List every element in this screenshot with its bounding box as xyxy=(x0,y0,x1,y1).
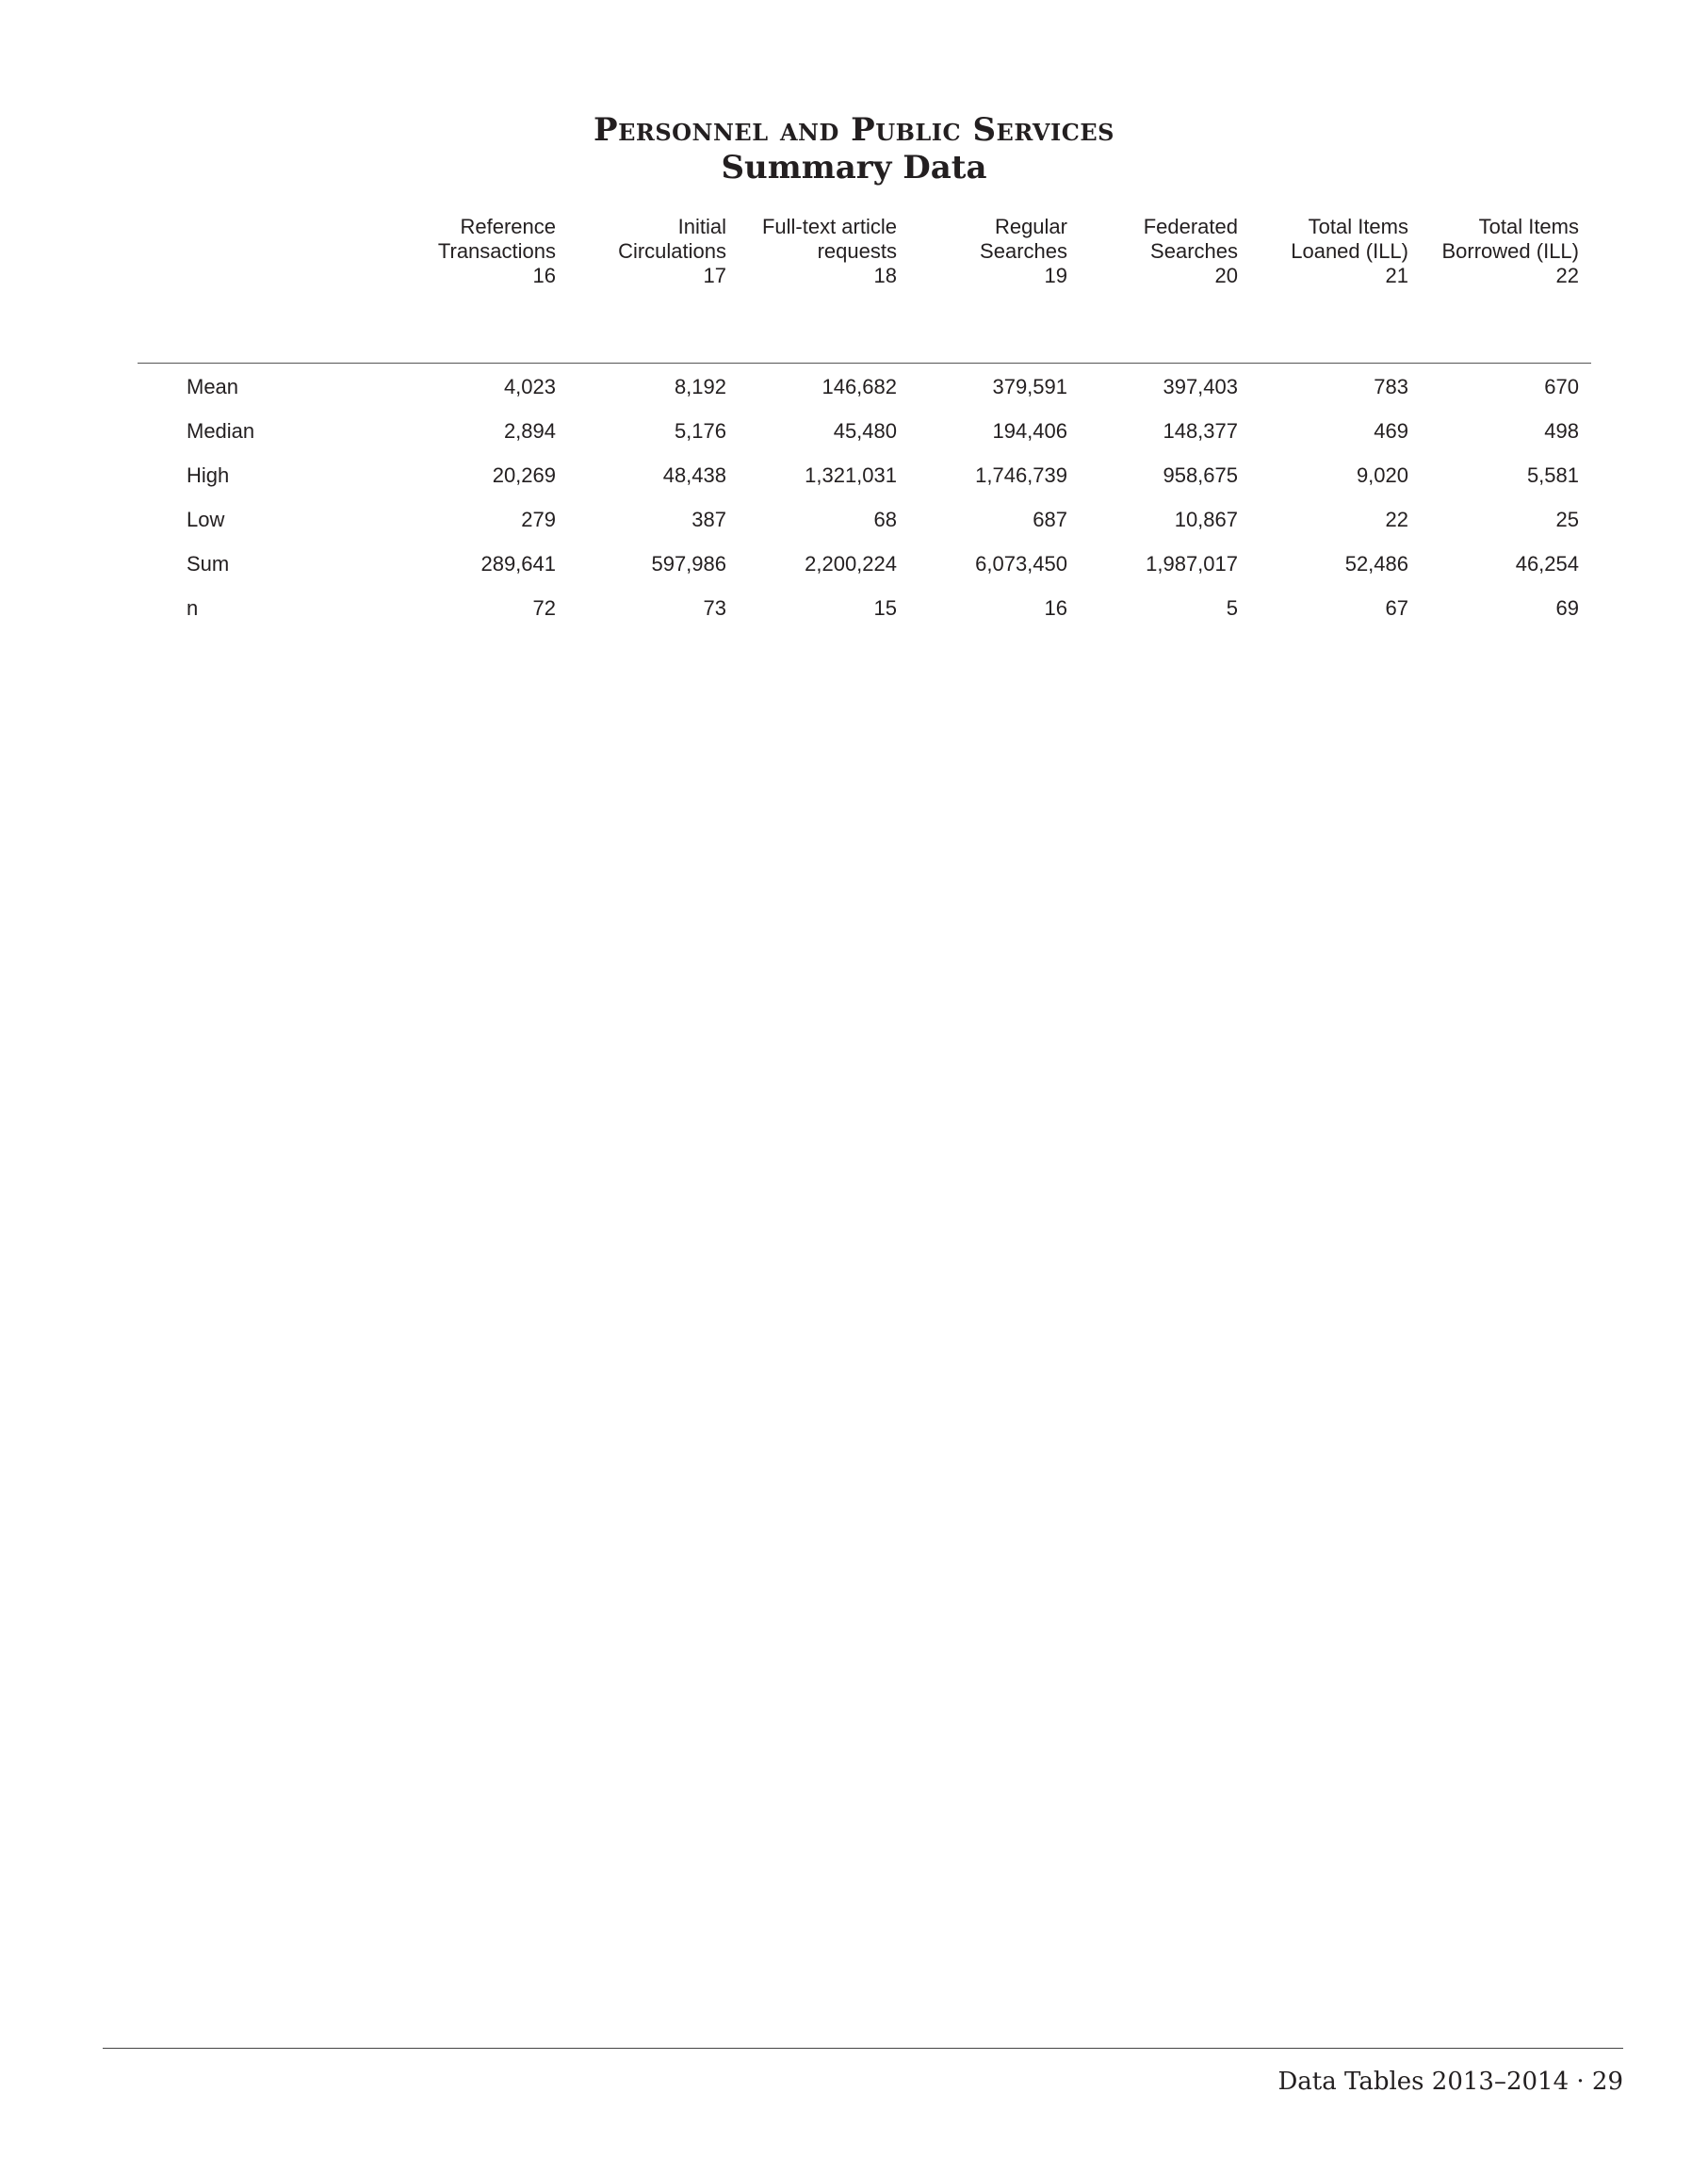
column-header-line: Full-text article xyxy=(761,215,897,238)
row-label: Sum xyxy=(187,552,230,576)
table-cell: 597,986 xyxy=(651,552,726,576)
table-cell: 379,591 xyxy=(992,375,1067,398)
column-header-line: Searches xyxy=(980,239,1067,263)
title-line-1: Personnel and Public Services xyxy=(594,111,1114,149)
row-label: High xyxy=(187,463,230,487)
table-cell: 4,023 xyxy=(503,375,556,398)
table-cell: 1,987,017 xyxy=(1146,552,1238,576)
table-cell: 16 xyxy=(1044,596,1067,620)
table-cell: 783 xyxy=(1374,375,1408,398)
table-cell: 670 xyxy=(1544,375,1579,398)
table-cell: 958,675 xyxy=(1163,463,1238,487)
column-header-fulltext-requests xyxy=(762,215,897,288)
row-label: n xyxy=(187,596,199,620)
table-cell: 498 xyxy=(1544,419,1579,443)
column-number: 17 xyxy=(703,264,726,287)
table-cell: 46,254 xyxy=(1515,552,1579,576)
table-cell: 2,200,224 xyxy=(805,552,897,576)
column-header-line: Total Items xyxy=(1478,215,1579,238)
table-cell: 22 xyxy=(1385,508,1408,531)
column-number: 22 xyxy=(1555,264,1579,287)
column-header-line: Reference xyxy=(460,215,556,238)
column-header-total-loaned xyxy=(1291,215,1408,288)
column-header-federated-searches xyxy=(1144,215,1238,288)
table-cell: 687 xyxy=(1033,508,1067,531)
column-header-line: Transactions xyxy=(437,239,556,263)
table-cell: 69 xyxy=(1555,596,1579,620)
table-cell: 48,438 xyxy=(662,463,726,487)
table-cell: 279 xyxy=(521,508,556,531)
table-cell: 194,406 xyxy=(992,419,1067,443)
table-cell: 6,073,450 xyxy=(975,552,1067,576)
table-cell: 469 xyxy=(1374,419,1408,443)
table-cell: 1,746,739 xyxy=(975,463,1067,487)
table-cell: 5 xyxy=(1226,596,1238,620)
table-cell: 25 xyxy=(1555,508,1579,531)
column-header-regular-searches xyxy=(980,215,1067,288)
table-cell: 73 xyxy=(703,596,726,620)
row-label: Median xyxy=(187,419,255,443)
column-header-total-borrowed xyxy=(1441,215,1579,288)
table-cell: 45,480 xyxy=(833,419,897,443)
column-number: 19 xyxy=(1044,264,1067,287)
column-header-line: Borrowed (ILL) xyxy=(1441,239,1579,263)
table-cell: 1,321,031 xyxy=(805,463,897,487)
column-header-line: Regular xyxy=(994,215,1067,238)
table-cell: 10,867 xyxy=(1174,508,1238,531)
table-cell: 148,377 xyxy=(1163,419,1238,443)
row-label: Low xyxy=(187,508,225,531)
table-cell: 387 xyxy=(691,508,726,531)
footer-rule xyxy=(103,2048,1623,2049)
table-cell: 5,581 xyxy=(1526,463,1579,487)
table-header-rule xyxy=(138,363,1591,364)
title-line-2: Summary Data xyxy=(721,149,987,187)
column-header-line: Searches xyxy=(1150,239,1238,263)
table-cell: 68 xyxy=(873,508,897,531)
table-cell: 20,269 xyxy=(492,463,556,487)
table-cell: 52,486 xyxy=(1344,552,1408,576)
table-cell: 397,403 xyxy=(1163,375,1238,398)
table-cell: 2,894 xyxy=(503,419,556,443)
column-header-reference-transactions xyxy=(438,215,556,288)
column-header-line: Federated xyxy=(1143,215,1238,238)
table-cell: 15 xyxy=(873,596,897,620)
column-header-line: Total Items xyxy=(1308,215,1408,238)
column-header-line: requests xyxy=(817,239,897,263)
column-header-initial-circulations xyxy=(618,215,726,288)
table-cell: 9,020 xyxy=(1356,463,1408,487)
table-cell: 72 xyxy=(532,596,556,620)
page-title xyxy=(0,111,1708,187)
column-number: 16 xyxy=(532,264,556,287)
table-cell: 146,682 xyxy=(821,375,897,398)
table-cell: 67 xyxy=(1385,596,1408,620)
column-number: 20 xyxy=(1214,264,1238,287)
column-header-line: Circulations xyxy=(618,239,726,263)
table-cell: 289,641 xyxy=(480,552,556,576)
page-footer: Data Tables 2013–2014 · 29 xyxy=(1277,2068,1623,2096)
row-label: Mean xyxy=(187,375,239,398)
column-header-line: Initial xyxy=(677,215,726,238)
column-number: 18 xyxy=(873,264,897,287)
table-cell: 8,192 xyxy=(674,375,726,398)
table-cell: 5,176 xyxy=(674,419,726,443)
column-number: 21 xyxy=(1385,264,1408,287)
column-header-line: Loaned (ILL) xyxy=(1291,239,1408,263)
